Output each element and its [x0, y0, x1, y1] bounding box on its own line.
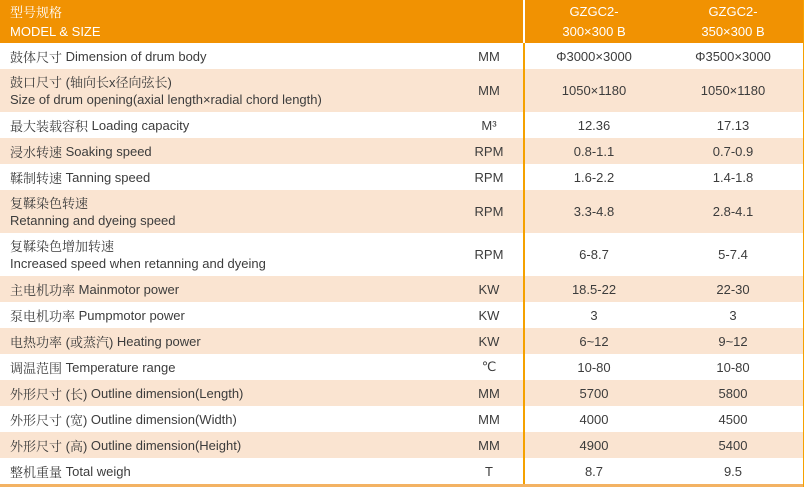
- row-unit: KW: [478, 333, 500, 349]
- header-title-cn: 型号规格: [10, 4, 63, 20]
- row-label-cn: 鼓体尺寸: [10, 49, 63, 65]
- row-label: [0, 190, 455, 233]
- row-label: [0, 69, 455, 112]
- table-row: [0, 190, 803, 233]
- row-label-en: Soaking speed: [65, 143, 152, 159]
- row-label-cn: 鞣制转速: [10, 170, 63, 186]
- table-row: [0, 164, 803, 190]
- row-label: [0, 458, 455, 484]
- row-label-en: Increased speed when retanning and dyeing: [10, 255, 266, 271]
- row-label-en: Tanning speed: [65, 169, 151, 185]
- row-label-cn: 外形尺寸 (长): [10, 386, 88, 402]
- row-label-cn: 浸水转速: [10, 144, 63, 160]
- row-unit: KW: [478, 307, 500, 323]
- header-model-2-size: 350×300 B: [701, 23, 765, 39]
- row-unit: RPM: [474, 204, 504, 219]
- row-value-2: 1050×1180: [700, 83, 766, 98]
- row-label-en: Loading capacity: [91, 117, 190, 133]
- table-row: [0, 276, 803, 302]
- row-value-2: 0.7-0.9: [712, 143, 754, 159]
- table-row: [0, 43, 803, 69]
- row-label-en: Size of drum opening(axial length×radial chord length): [10, 91, 322, 107]
- row-label-en: Dimension of drum body: [65, 48, 207, 64]
- row-label-en: Heating power: [116, 333, 201, 349]
- row-unit: T: [485, 463, 493, 479]
- row-unit: MM: [478, 83, 500, 98]
- row-value-2: Φ3500×3000: [695, 48, 771, 64]
- row-unit: MM: [478, 385, 500, 401]
- row-unit: M³: [481, 117, 497, 133]
- row-label: [0, 112, 455, 138]
- table-row: [0, 302, 803, 328]
- header-title-en: MODEL & SIZE: [10, 23, 101, 39]
- header-model-1-size: 300×300 B: [562, 23, 626, 39]
- row-value-1: 18.5-22: [523, 276, 663, 302]
- table-row: [0, 406, 803, 432]
- row-label-en: Retanning and dyeing speed: [10, 212, 176, 228]
- row-unit: RPM: [474, 143, 504, 159]
- row-unit: ℃: [481, 359, 497, 374]
- row-label: [0, 354, 455, 380]
- table-row: [0, 328, 803, 354]
- row-value-1: 6-8.7: [523, 233, 663, 276]
- row-value-1: 4000: [523, 406, 663, 432]
- row-value-2: 10-80: [716, 359, 750, 375]
- row-value-1: 1050×1180: [523, 69, 663, 112]
- header-model-2-cell: [663, 0, 803, 43]
- row-value-2: 3: [729, 307, 737, 323]
- row-label-en: Outline dimension(Length): [90, 385, 244, 401]
- row-unit: MM: [478, 411, 500, 427]
- table-row: [0, 233, 803, 276]
- row-value-2: 5400: [718, 437, 748, 453]
- row-unit: MM: [478, 48, 500, 64]
- row-label-cn: 最大装载容积: [10, 118, 89, 134]
- row-label: [0, 432, 455, 458]
- header-model-size-cell: [0, 0, 455, 43]
- row-label-en: Outline dimension(Width): [90, 411, 237, 427]
- row-value-1: 8.7: [523, 458, 663, 484]
- row-unit: MM: [478, 437, 500, 453]
- row-value-2: 4500: [718, 411, 748, 427]
- row-label: [0, 43, 455, 69]
- row-label-cn: 外形尺寸 (高): [10, 438, 88, 454]
- row-label-cn: 调温范围: [10, 360, 63, 376]
- table-row: [0, 380, 803, 406]
- row-label-en: Temperature range: [65, 359, 176, 375]
- row-label-en: Outline dimension(Height): [90, 437, 242, 453]
- row-label-cn: 主电机功率: [10, 282, 76, 298]
- header-model-2-series: GZGC2-: [708, 3, 758, 19]
- row-unit: KW: [478, 281, 500, 297]
- row-label-cn: 复鞣染色增加转速: [10, 238, 115, 254]
- row-value-2: 9.5: [723, 463, 743, 479]
- table-row: [0, 69, 803, 112]
- header-model-1-series: GZGC2-: [569, 3, 619, 19]
- row-value-2: 9~12: [718, 333, 748, 349]
- row-value-2: 22-30: [716, 281, 750, 297]
- table-row: [0, 138, 803, 164]
- row-label: [0, 302, 455, 328]
- row-label-en: Pumpmotor power: [78, 307, 185, 323]
- row-value-1: Φ3000×3000: [523, 43, 663, 69]
- row-label-cn: 复鞣染色转速: [10, 195, 89, 211]
- row-value-1: 5700: [523, 380, 663, 406]
- row-label: [0, 380, 455, 406]
- table-header-row: [0, 0, 803, 43]
- table-row: [0, 112, 803, 138]
- row-label: [0, 138, 455, 164]
- row-unit: RPM: [474, 247, 504, 262]
- row-label-cn: 整机重量: [10, 464, 63, 480]
- table-body: [0, 43, 803, 484]
- row-label-en: Mainmotor power: [78, 281, 180, 297]
- row-label: [0, 328, 455, 354]
- row-label: [0, 164, 455, 190]
- header-unit-cell: [455, 0, 523, 43]
- row-value-1: 4900: [523, 432, 663, 458]
- row-value-1: 10-80: [523, 354, 663, 380]
- row-unit: RPM: [474, 169, 504, 185]
- table-row: [0, 458, 803, 484]
- row-value-1: 3.3-4.8: [523, 190, 663, 233]
- row-value-2: 1.4-1.8: [712, 169, 754, 185]
- row-value-1: 0.8-1.1: [523, 138, 663, 164]
- row-label: [0, 233, 455, 276]
- row-label-cn: 电热功率 (或蒸汽): [10, 334, 114, 350]
- row-value-1: 12.36: [523, 112, 663, 138]
- row-label-cn: 外形尺寸 (宽): [10, 412, 88, 428]
- header-model-1-cell: [523, 0, 663, 43]
- table-row: [0, 354, 803, 380]
- row-value-2: 5-7.4: [718, 247, 748, 262]
- row-label: [0, 406, 455, 432]
- row-label-cn: 鼓口尺寸 (轴向长x径向弦长): [10, 74, 172, 90]
- row-value-2: 17.13: [716, 117, 750, 133]
- row-label: [0, 276, 455, 302]
- row-value-1: 1.6-2.2: [523, 164, 663, 190]
- table-row: [0, 432, 803, 458]
- row-label-cn: 泵电机功率: [10, 308, 76, 324]
- row-value-2: 5800: [718, 385, 748, 401]
- row-value-1: 3: [523, 302, 663, 328]
- row-label-en: Total weigh: [65, 463, 131, 479]
- row-value-1: 6~12: [523, 328, 663, 354]
- row-value-2: 2.8-4.1: [712, 204, 754, 219]
